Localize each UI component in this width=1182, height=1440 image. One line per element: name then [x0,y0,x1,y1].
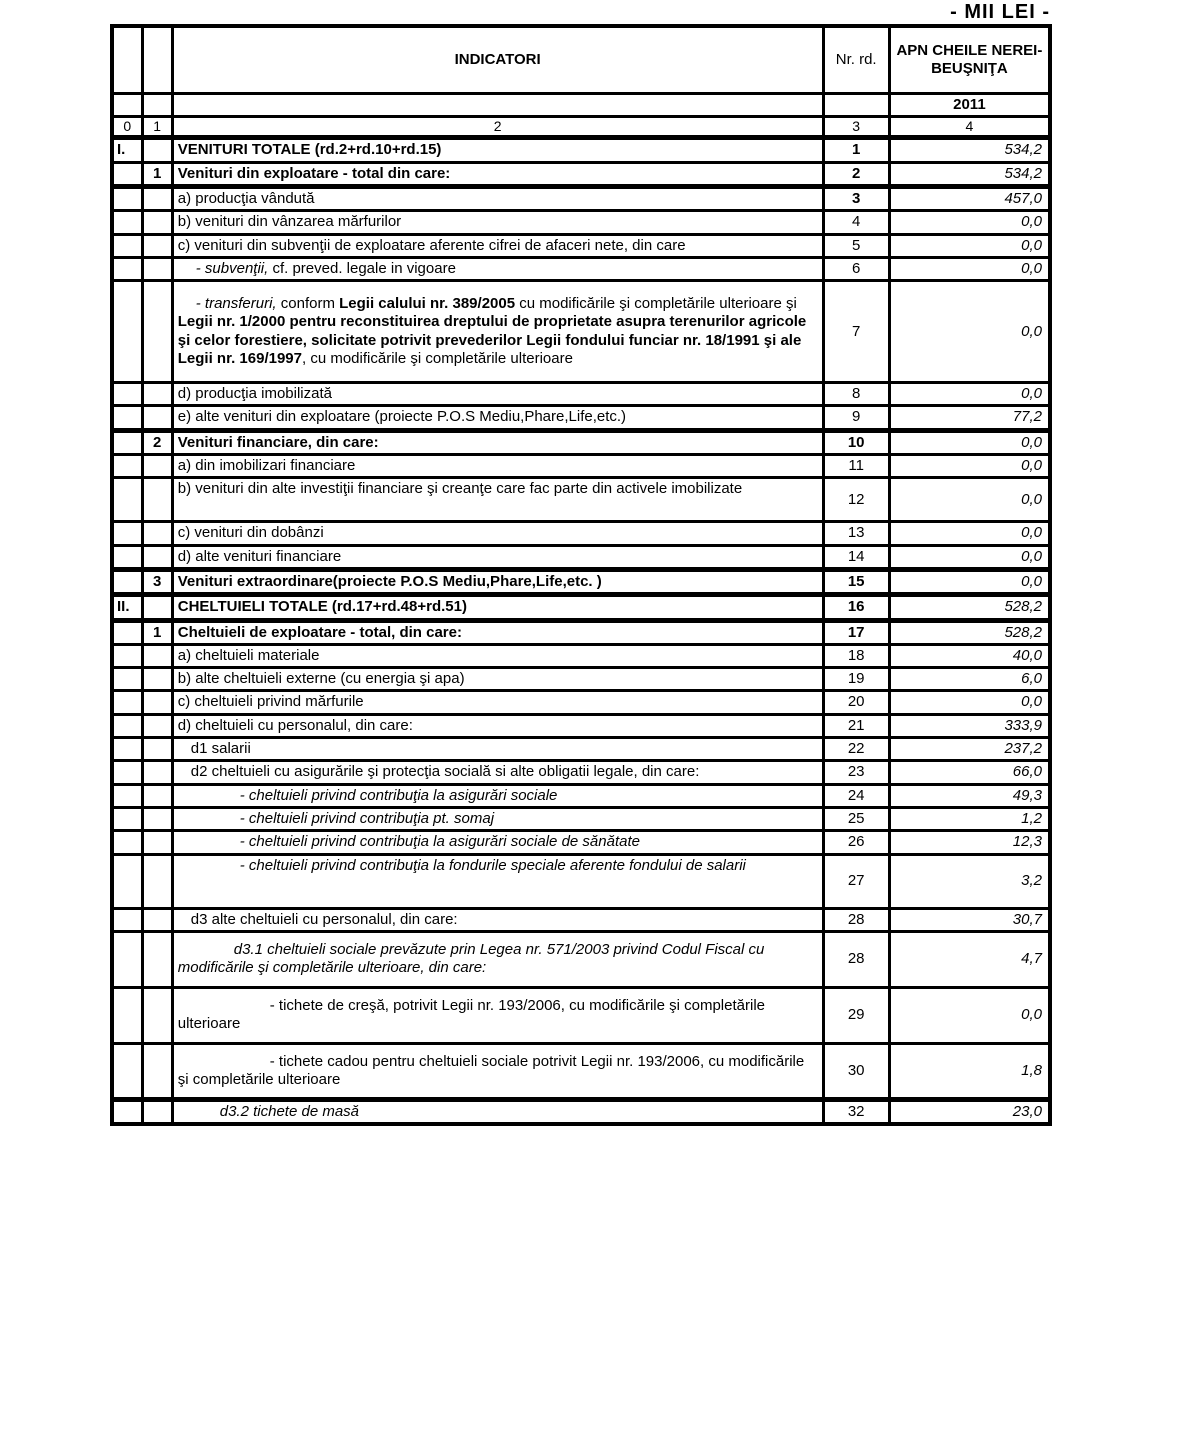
value-cell: 30,7 [889,908,1050,931]
value-cell: 0,0 [889,987,1050,1043]
indicator-text-run: CHELTUIELI TOTALE (rd.17+rd.48+rd.51) [177,598,467,616]
indicator-text-run: b) venituri din vânzarea mărfurilor [177,213,402,231]
section-number-cell: II. [112,595,142,620]
table-row [112,620,1050,644]
table-row [112,668,1050,691]
indicator-cell [172,644,823,667]
indicator-cell [172,406,823,430]
section-number-cell [112,738,142,761]
value-cell: 1,8 [889,1043,1050,1099]
value-cell: 0,0 [889,569,1050,594]
section-number-cell [112,1099,142,1124]
value-cell: 0,0 [889,545,1050,569]
indicator-text-run: - cheltuieli privind contribuţia la asigurări sociale de sănătate [239,833,640,851]
value-cell: 0,0 [889,691,1050,714]
table-row [112,987,1050,1043]
row-number-cell: 1 [823,138,889,162]
subsection-number-cell [142,987,172,1043]
value-cell: 0,0 [889,478,1050,522]
table-row [112,738,1050,761]
indicator-text-run: c) cheltuieli privind mărfurile [177,693,364,711]
subsection-number-cell [142,478,172,522]
unit-label: - MII LEI - [950,1,1050,23]
year-row-empty-cell [823,94,889,117]
section-number-cell [112,545,142,569]
header-col0-cell [112,26,142,94]
section-number-cell [112,620,142,644]
section-number-cell [112,522,142,545]
row-number-cell: 25 [823,807,889,830]
subsection-number-cell [142,784,172,807]
value-cell: 237,2 [889,738,1050,761]
row-number-cell: 6 [823,257,889,280]
indicator-text-run: - cheltuieli privind contribuţia la asigurări sociale [239,786,558,804]
indicator-text-run: a) producţia vândută [177,189,315,207]
year-row-empty-cell [112,94,142,117]
indicator-text-run: Legii calului nr. 389/2005 [339,295,516,313]
indicator-text-run: cf. preved. legale in vigoare [268,259,456,277]
subsection-number-cell [142,854,172,908]
section-number-cell [112,234,142,257]
indicator-text-run: b) venituri din alte investiţii financiare şi creanţe care fac parte din activele imobilizate [177,480,743,498]
section-number-cell [112,931,142,987]
indicator-cell [172,522,823,545]
section-number-cell: I. [112,138,142,162]
table-row [112,831,1050,854]
subsection-number-cell [142,281,172,383]
indicator-text-run: - cheltuieli privind contribuţia pt. somaj [239,809,495,827]
section-number-cell [112,211,142,234]
indicator-cell [172,455,823,478]
row-number-cell: 19 [823,668,889,691]
column-index-cell: 3 [823,117,889,138]
table-row [112,478,1050,522]
value-cell: 0,0 [889,281,1050,383]
indicator-text-run: b) alte cheltuieli externe (cu energia şi apa) [177,670,465,688]
indicator-cell [172,691,823,714]
indicator-cell [172,257,823,280]
section-number-cell [112,807,142,830]
value-cell: 0,0 [889,211,1050,234]
value-cell: 534,2 [889,162,1050,186]
indicator-text-run: d) cheltuieli cu personalul, din care: [177,716,413,734]
row-number-cell: 11 [823,455,889,478]
section-number-cell [112,644,142,667]
indicator-text-run: c) venituri din subvenţii de exploatare aferente cifrei de afaceri nete, din care [177,236,686,254]
indicator-cell [172,281,823,383]
indicator-text-run: d3 alte cheltuieli cu personalul, din care: [190,910,458,928]
subsection-number-cell [142,931,172,987]
table-row [112,162,1050,186]
row-number-cell: 27 [823,854,889,908]
row-number-cell: 12 [823,478,889,522]
indicator-cell [172,784,823,807]
indicator-text-run: d) alte venituri financiare [177,547,342,565]
indicator-cell [172,478,823,522]
row-number-cell: 10 [823,430,889,454]
indicator-text-run: Venituri din exploatare - total din care: [177,164,451,182]
indicator-text-run: d3.1 cheltuieli sociale prevăzute prin Legea nr. 571/2003 privind Codul Fiscal cu modificările şi completările ulterioare, din care: [177,941,765,977]
indicator-text-run: d) producţia imobilizată [177,385,332,403]
subsection-number-cell [142,138,172,162]
indicator-text-run: d2 cheltuieli cu asigurările şi protecţia socială si alte obligatii legale, din care: [190,763,700,781]
row-number-cell: 14 [823,545,889,569]
table-row [112,784,1050,807]
indicator-text-run: - transferuri, [195,295,277,313]
table-row [112,714,1050,737]
table-row [112,1099,1050,1124]
table-row [112,595,1050,620]
indicator-cell [172,569,823,594]
subsection-number-cell: 1 [142,620,172,644]
row-number-cell: 4 [823,211,889,234]
subsection-number-cell [142,186,172,210]
column-index-row [112,117,1050,138]
value-cell: 0,0 [889,257,1050,280]
value-cell: 0,0 [889,383,1050,406]
table-row [112,908,1050,931]
indicator-text-run: - subvenţii, [195,259,269,277]
indicator-cell [172,162,823,186]
subsection-number-cell [142,668,172,691]
section-number-cell [112,784,142,807]
indicator-cell [172,931,823,987]
section-number-cell [112,406,142,430]
subsection-number-cell [142,522,172,545]
value-cell: 3,2 [889,854,1050,908]
section-number-cell [112,257,142,280]
value-cell: 457,0 [889,186,1050,210]
section-number-cell [112,162,142,186]
indicator-text-run: - cheltuieli privind contribuţia la fondurile speciale aferente fondului de salarii [239,856,746,874]
indicator-text-run: c) venituri din dobânzi [177,524,324,542]
table-row [112,931,1050,987]
row-number-cell: 13 [823,522,889,545]
indicator-cell [172,211,823,234]
indicator-cell [172,138,823,162]
year-row-empty-cell [142,94,172,117]
section-number-cell [112,908,142,931]
table-row [112,569,1050,594]
subsection-number-cell: 3 [142,569,172,594]
indicator-cell [172,668,823,691]
value-cell: 4,7 [889,931,1050,987]
header-nr-rd-cell: Nr. rd. [823,26,889,94]
row-number-cell: 30 [823,1043,889,1099]
budget-table [110,24,1052,1126]
indicator-cell [172,987,823,1043]
subsection-number-cell: 2 [142,430,172,454]
value-cell: 528,2 [889,620,1050,644]
value-cell: 66,0 [889,761,1050,784]
subsection-number-cell [142,714,172,737]
row-number-cell: 28 [823,931,889,987]
year-row [112,94,1050,117]
indicator-text-run: VENITURI TOTALE (rd.2+rd.10+rd.15) [177,141,442,159]
column-index-cell: 1 [142,117,172,138]
table-row [112,186,1050,210]
column-index-cell: 4 [889,117,1050,138]
table-row [112,522,1050,545]
table-row [112,406,1050,430]
value-cell: 12,3 [889,831,1050,854]
indicator-cell [172,595,823,620]
row-number-cell: 8 [823,383,889,406]
section-number-cell [112,714,142,737]
table-row [112,430,1050,454]
section-number-cell [112,281,142,383]
indicator-cell [172,1099,823,1124]
subsection-number-cell [142,257,172,280]
row-number-cell: 28 [823,908,889,931]
row-number-cell: 9 [823,406,889,430]
indicator-text-run: e) alte venituri din exploatare (proiecte P.O.S Mediu,Phare,Life,etc.) [177,408,627,426]
table-row [112,383,1050,406]
table-row [112,691,1050,714]
row-number-cell: 22 [823,738,889,761]
indicator-cell [172,714,823,737]
year-cell: 2011 [889,94,1050,117]
indicator-text-run: conform [276,295,340,313]
section-number-cell [112,383,142,406]
subsection-number-cell [142,595,172,620]
table-row [112,281,1050,383]
section-number-cell [112,186,142,210]
indicator-cell [172,186,823,210]
indicator-text-run: Cheltuieli de exploatare - total, din care: [177,623,462,641]
subsection-number-cell: 1 [142,162,172,186]
table-row [112,455,1050,478]
value-cell: 0,0 [889,430,1050,454]
section-number-cell [112,761,142,784]
row-number-cell: 7 [823,281,889,383]
indicator-text-run: Legii nr. 1/2000 pentru reconstituirea dreptului de proprietate asupra terenurilor agricole şi celor forestiere, solicitate potrivit prevederilor Legii fondului funciar nr. 18/1991 şi ale Legii nr. 169/1997 [177,313,807,367]
indicator-cell [172,383,823,406]
row-number-cell: 15 [823,569,889,594]
header-col1-cell [142,26,172,94]
value-cell: 0,0 [889,455,1050,478]
indicator-text-run: a) cheltuieli materiale [177,646,320,664]
indicator-cell [172,908,823,931]
section-number-cell [112,987,142,1043]
indicator-cell [172,1043,823,1099]
row-number-cell: 21 [823,714,889,737]
header-indicators-cell: INDICATORI [172,26,823,94]
indicator-text-run: d3.2 tichete de masă [219,1102,360,1120]
value-cell: 49,3 [889,784,1050,807]
table-row [112,545,1050,569]
section-number-cell [112,569,142,594]
value-cell: 0,0 [889,522,1050,545]
subsection-number-cell [142,211,172,234]
section-number-cell [112,691,142,714]
year-row-empty-cell [172,94,823,117]
column-index-cell: 0 [112,117,142,138]
indicator-cell [172,807,823,830]
table-row [112,761,1050,784]
section-number-cell [112,430,142,454]
indicator-cell [172,620,823,644]
value-cell: 534,2 [889,138,1050,162]
value-cell: 1,2 [889,807,1050,830]
row-number-cell: 29 [823,987,889,1043]
indicator-text-run: d1 salarii [190,740,251,758]
indicator-cell [172,854,823,908]
value-cell: 23,0 [889,1099,1050,1124]
column-index-cell: 2 [172,117,823,138]
subsection-number-cell [142,908,172,931]
row-number-cell: 17 [823,620,889,644]
section-number-cell [112,831,142,854]
table-row [112,1043,1050,1099]
subsection-number-cell [142,1043,172,1099]
subsection-number-cell [142,761,172,784]
row-number-cell: 23 [823,761,889,784]
value-cell: 77,2 [889,406,1050,430]
table-row [112,211,1050,234]
indicator-cell [172,738,823,761]
table-row [112,234,1050,257]
table-row [112,257,1050,280]
indicator-cell [172,430,823,454]
indicator-text-run: Venituri financiare, din care: [177,433,379,451]
row-number-cell: 26 [823,831,889,854]
indicator-cell [172,761,823,784]
indicator-cell [172,545,823,569]
row-number-cell: 3 [823,186,889,210]
indicator-text-run: Venituri extraordinare(proiecte P.O.S Mediu,Phare,Life,etc. ) [177,572,602,590]
subsection-number-cell [142,383,172,406]
row-number-cell: 20 [823,691,889,714]
subsection-number-cell [142,807,172,830]
table-row [112,807,1050,830]
value-cell: 40,0 [889,644,1050,667]
table-row [112,854,1050,908]
indicator-text-run: - tichete cadou pentru cheltuieli sociale potrivit Legii nr. 193/2006, cu modificările şi completările ulterioare [177,1052,805,1088]
row-number-cell: 32 [823,1099,889,1124]
section-number-cell [112,854,142,908]
indicator-text-run: a) din imobilizari financiare [177,457,356,475]
subsection-number-cell [142,545,172,569]
row-number-cell: 18 [823,644,889,667]
row-number-cell: 2 [823,162,889,186]
row-number-cell: 16 [823,595,889,620]
row-number-cell: 5 [823,234,889,257]
section-number-cell [112,668,142,691]
indicator-text-run: - tichete de creşă, potrivit Legii nr. 193/2006, cu modificările şi completările ulterioare [177,997,765,1033]
value-cell: 6,0 [889,668,1050,691]
section-number-cell [112,1043,142,1099]
indicator-cell [172,234,823,257]
header-entity-cell: APN CHEILE NEREI-BEUŞNIŢA [889,26,1050,94]
row-number-cell: 24 [823,784,889,807]
section-number-cell [112,455,142,478]
table-header-row [112,26,1050,94]
subsection-number-cell [142,738,172,761]
table-row [112,138,1050,162]
subsection-number-cell [142,691,172,714]
indicator-cell [172,831,823,854]
subsection-number-cell [142,234,172,257]
subsection-number-cell [142,831,172,854]
subsection-number-cell [142,406,172,430]
subsection-number-cell [142,644,172,667]
value-cell: 528,2 [889,595,1050,620]
table-row [112,644,1050,667]
section-number-cell [112,478,142,522]
indicator-text-run: cu modificările şi completările ulterioare şi [515,295,797,313]
subsection-number-cell [142,1099,172,1124]
indicator-text-run: , cu modificările şi completările ulterioare [302,349,573,367]
subsection-number-cell [142,455,172,478]
value-cell: 0,0 [889,234,1050,257]
value-cell: 333,9 [889,714,1050,737]
